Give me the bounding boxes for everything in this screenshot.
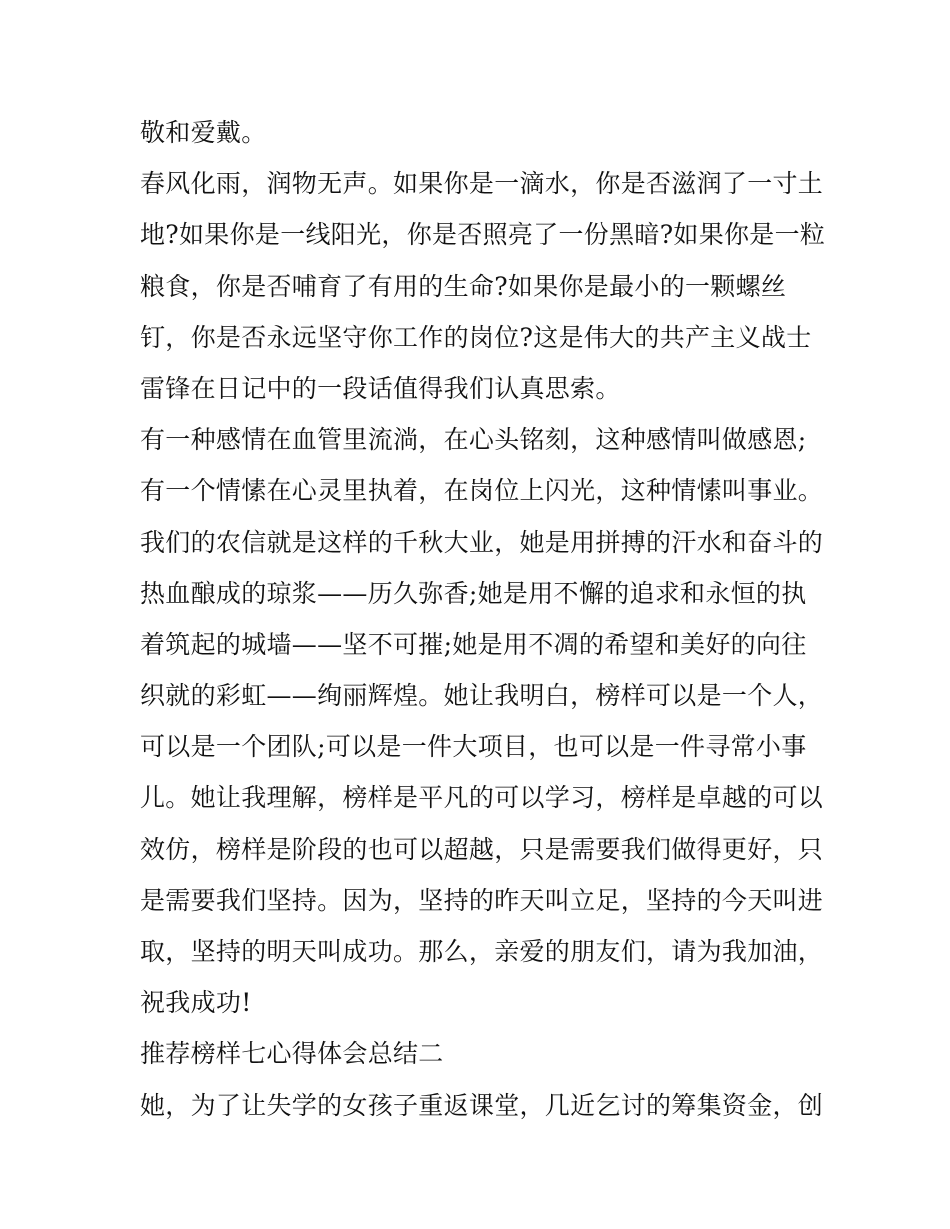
- text-line: 织就的彩虹——绚丽辉煌。她让我明白，榜样可以是一个人，: [140, 681, 824, 711]
- text-line: 有一种感情在血管里流淌，在心头铭刻，这种感情叫做感恩;: [140, 425, 807, 455]
- text-line: 着筑起的城墙——坚不可摧;她是用不凋的希望和美好的向往: [140, 629, 807, 659]
- section-heading: 推荐榜样七心得体会总结二: [140, 1039, 444, 1069]
- text-line: 敬和爱戴。: [140, 118, 267, 147]
- text-line: 钉，你是否永远坚守你工作的岗位?这是伟大的共产主义战士: [140, 322, 812, 352]
- text-line: 取，坚持的明天叫成功。那么，亲爱的朋友们，请为我加油，: [140, 937, 824, 966]
- text-line: 春风化雨，润物无声。如果你是一滴水，你是否滋润了一寸土: [140, 169, 824, 199]
- text-line: 地?如果你是一线阳光，你是否照亮了一份黑暗?如果你是一粒: [140, 220, 826, 250]
- text-line: 儿。她让我理解，榜样是平凡的可以学习，榜样是卓越的可以: [140, 783, 824, 813]
- text-line: 我们的农信就是这样的千秋大业，她是用拼搏的汗水和奋斗的: [140, 527, 824, 557]
- text-line: 粮食，你是否哺育了有用的生命?如果你是最小的一颗螺丝: [140, 271, 787, 301]
- text-line: 祝我成功!: [140, 988, 252, 1018]
- text-line: 雷锋在日记中的一段话值得我们认真思索。: [140, 373, 621, 403]
- text-line: 热血酿成的琼浆——历久弥香;她是用不懈的追求和永恒的执: [140, 578, 807, 608]
- text-line: 有一个情愫在心灵里执着，在岗位上闪光，这种情愫叫事业。: [140, 476, 824, 506]
- text-line: 是需要我们坚持。因为，坚持的昨天叫立足，坚持的今天叫进: [140, 885, 824, 915]
- text-line: 她，为了让失学的女孩子重返课堂，几近乞讨的筹集资金，创: [140, 1090, 824, 1120]
- text-line: 效仿，榜样是阶段的也可以超越，只是需要我们做得更好，只: [140, 834, 824, 864]
- body-text: [140, 107, 840, 1131]
- text-line: 可以是一个团队;可以是一件大项目，也可以是一件寻常小事: [140, 732, 807, 762]
